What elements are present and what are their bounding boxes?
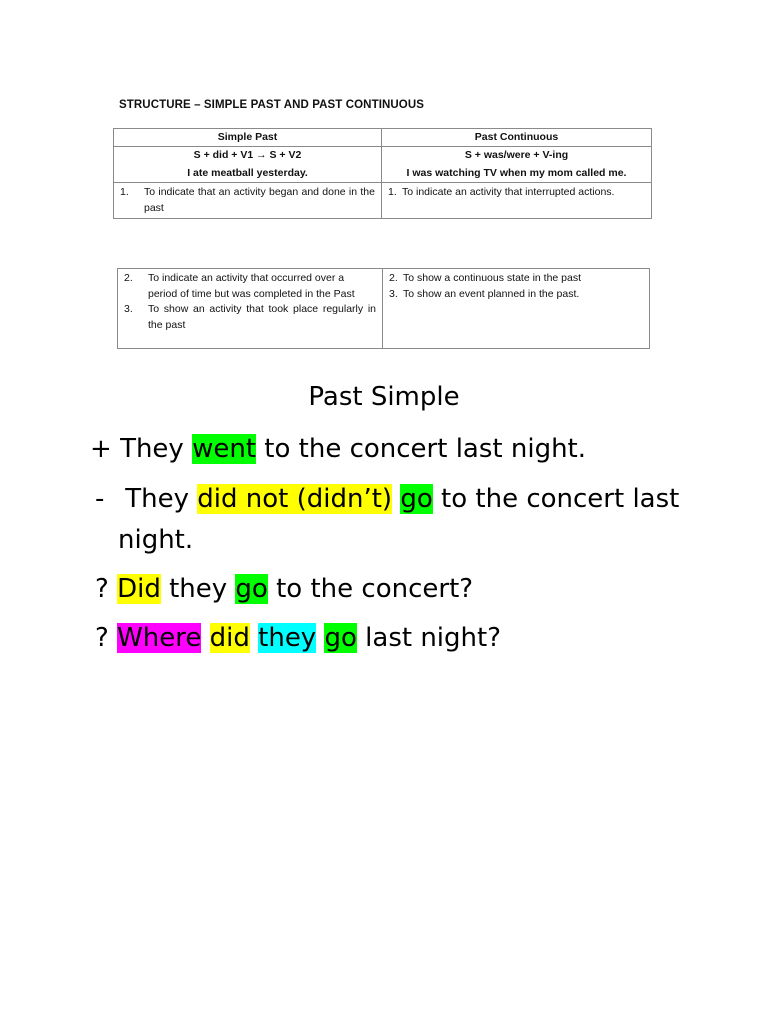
simple-past-formula-cell: [114, 147, 382, 183]
list-item: 3. To show an activity that took place regularly in the past: [124, 303, 376, 331]
minus-sign: -: [95, 484, 105, 514]
simple-past-uses-2: [118, 269, 383, 349]
question-mark: ?: [95, 623, 109, 653]
header-past-continuous: Past Continuous: [382, 129, 652, 147]
simple-past-uses-1: [114, 183, 382, 219]
simple-past-formula: S + did + V1 → S + V2: [193, 149, 302, 161]
simple-past-example: I ate meatball yesterday.: [187, 167, 308, 179]
question-mark: ?: [95, 574, 109, 604]
list-item: 2. To indicate an activity that occurred over a period of time but was completed in the Past: [124, 272, 355, 300]
list-item: 2. To show a continuous state in the past: [389, 272, 582, 284]
highlight-did: Did: [117, 574, 161, 604]
positive-sentence: + They went to the concert last night.: [90, 434, 587, 464]
past-continuous-uses-2: [383, 269, 650, 349]
list-item: 1. To indicate that an activity began and done in the past: [120, 186, 375, 214]
highlight-did-not: did not (didn’t): [197, 484, 393, 514]
past-continuous-formula-cell: [382, 147, 652, 183]
highlight-went: went: [192, 434, 257, 464]
past-continuous-example: I was watching TV when my mom called me.: [406, 167, 627, 179]
highlight-go: go: [324, 623, 357, 653]
past-continuous-uses-1: [382, 183, 652, 219]
negative-sentence: - They did not (didn’t) go to the concert last: [95, 479, 679, 520]
grammar-table-2: [117, 268, 650, 349]
negative-sentence-continuation: night.: [118, 525, 194, 555]
wh-question: ? Where did they go last night?: [95, 623, 501, 653]
past-continuous-formula: S + was/were + V-ing: [464, 149, 569, 161]
grammar-table-1: [113, 128, 652, 219]
list-item: 3. To show an event planned in the past.: [389, 287, 580, 300]
highlight-go: go: [235, 574, 268, 604]
highlight-go: go: [400, 484, 433, 514]
past-simple-title: Past Simple: [308, 382, 460, 412]
plus-sign: +: [90, 434, 112, 464]
highlight-where: Where: [117, 623, 202, 653]
document-heading: STRUCTURE – SIMPLE PAST AND PAST CONTINUOUS: [119, 99, 425, 111]
list-item: 1. To indicate an activity that interrupted actions.: [388, 186, 615, 198]
highlight-they: they: [258, 623, 317, 653]
highlight-did: did: [209, 623, 250, 653]
header-simple-past: Simple Past: [114, 129, 382, 147]
yes-no-question: ? Did they go to the concert?: [95, 574, 474, 604]
